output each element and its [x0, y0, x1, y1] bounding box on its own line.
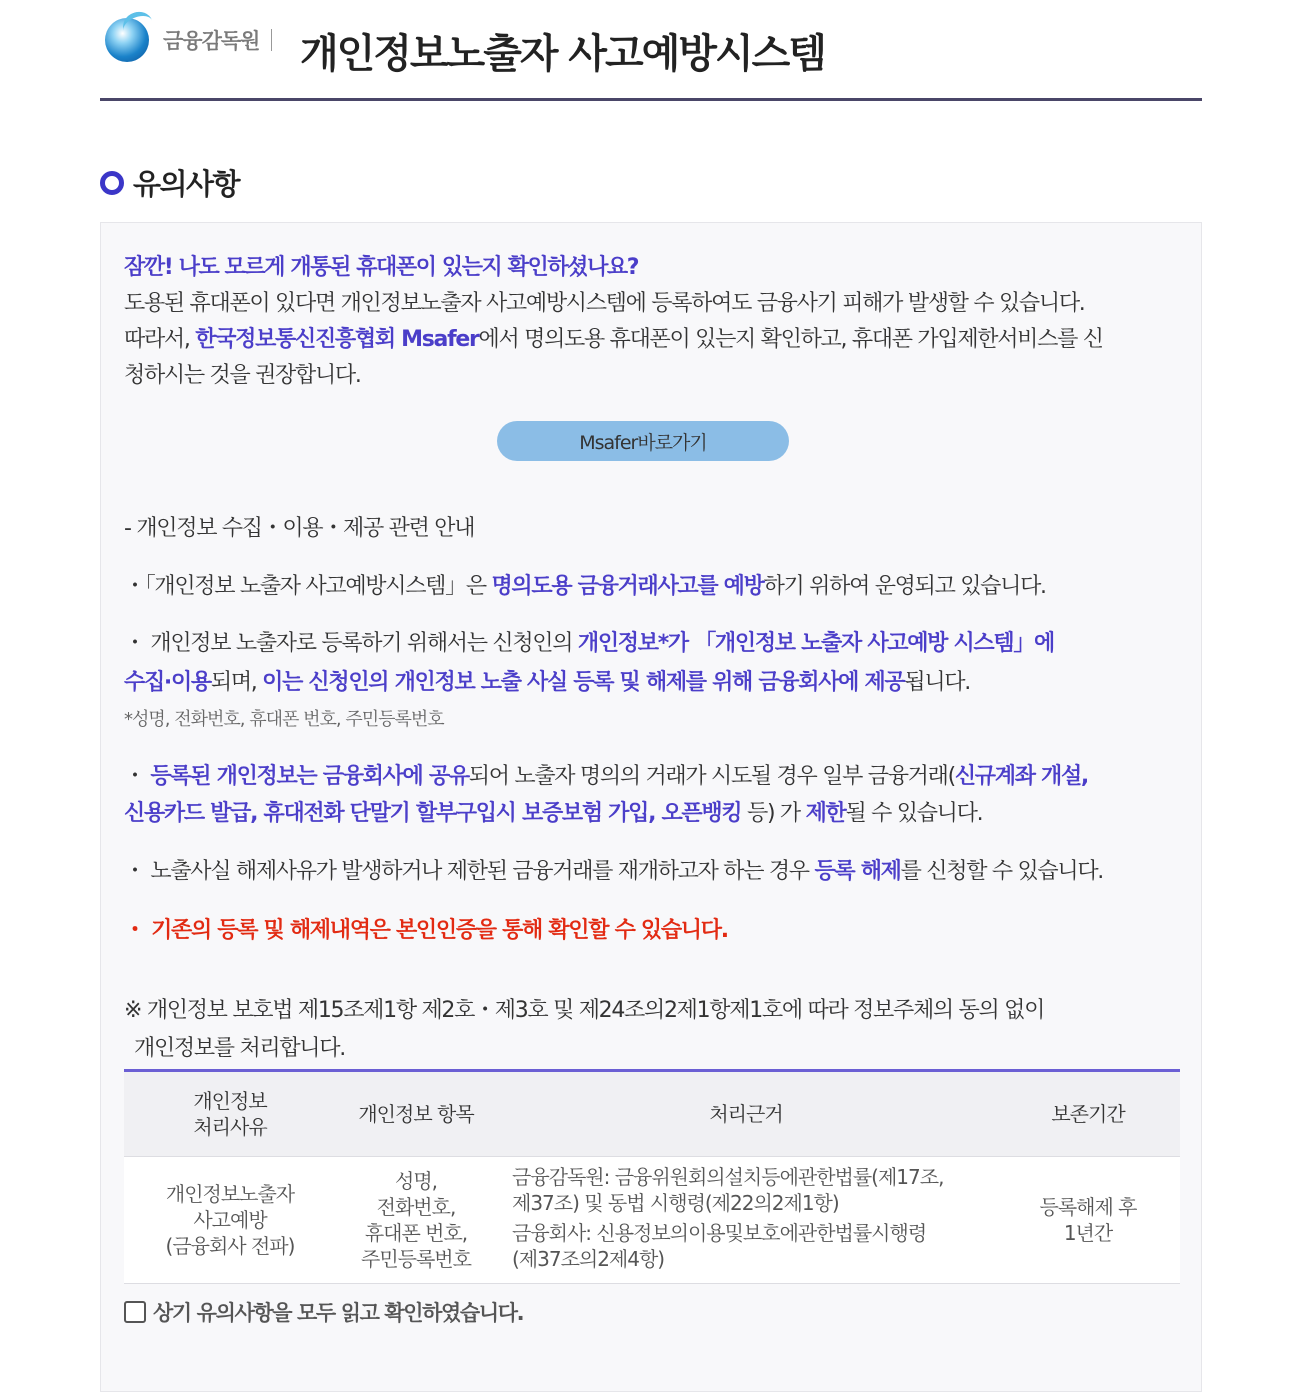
guide-item-4-highlight: 등록 해제 — [814, 859, 901, 884]
guide-item-3-highlight-1: 등록된 개인정보는 금융회사에 공유 — [150, 764, 469, 789]
intro-line-3: 청하시는 것을 권장합니다. — [124, 363, 361, 388]
guide-item-3-prefix: ・ — [124, 764, 151, 789]
guide-item-3-line-1 — [124, 759, 1088, 790]
guide-item-2-line-2 — [124, 665, 970, 696]
table-header-row — [124, 1072, 1180, 1157]
cell-items-line-1: 성명, — [395, 1169, 437, 1193]
guide-item-3-mid: 되어 노출자 명의의 거래가 시도될 경우 일부 금융거래( — [468, 764, 955, 789]
cell-items-line-3: 휴대폰 번호, — [364, 1221, 468, 1245]
guide-item-5-text: 기존의 등록 및 해제내역은 본인인증을 통해 확인할 수 있습니다. — [151, 918, 728, 943]
intro-line-2 — [124, 322, 1103, 353]
notice-panel — [100, 222, 1202, 1392]
cell-reason-line-2: 사고예방 — [193, 1208, 267, 1232]
org-name: 금융감독원 — [163, 29, 260, 53]
cell-reason-line-3: (금융회사 전파) — [165, 1234, 295, 1258]
section-title: 유의사항 — [133, 167, 240, 201]
guide-item-3-mid-2: 등) 가 — [741, 801, 806, 826]
guide-item-1 — [124, 569, 1046, 600]
header-reason-line-2: 처리사유 — [193, 1115, 267, 1139]
cell-retention-line-1: 등록해제 후 — [1039, 1195, 1137, 1219]
guide-item-2-suffix: 됩니다. — [904, 670, 970, 695]
msafer-link-button[interactable]: Msafer바로가기 — [497, 421, 789, 461]
intro-line-2-prefix: 따라서, — [124, 327, 196, 352]
basis-fss — [512, 1164, 996, 1216]
section-heading — [100, 162, 239, 203]
msafer-highlight: 한국정보통신진흥협회 Msafer — [195, 327, 479, 352]
page-title: 개인정보노출자 사고예방시스템 — [300, 31, 825, 77]
agreement-checkbox[interactable] — [124, 1301, 146, 1323]
guide-item-2-prefix: ・ 개인정보 노출자로 등록하기 위해서는 신청인의 — [124, 631, 578, 656]
divider — [271, 29, 272, 51]
table-row — [124, 1157, 1180, 1284]
guide-item-4-suffix: 를 신청할 수 있습니다. — [900, 859, 1103, 884]
intro-line-2-suffix: 에서 명의도용 휴대폰이 있는지 확인하고, 휴대폰 가입제한서비스를 신 — [478, 327, 1103, 352]
cell-reason-line-1: 개인정보노출자 — [165, 1182, 295, 1206]
fss-logo[interactable] — [105, 18, 284, 62]
legal-notice-line-2: 개인정보를 처리합니다. — [134, 1036, 345, 1061]
guide-item-3-highlight-2: 신규계좌 개설, — [954, 764, 1088, 789]
guide-item-2-highlight-1: 개인정보*가 「개인정보 노출자 사고예방 시스템」에 — [577, 631, 1054, 656]
cell-reason — [124, 1181, 336, 1259]
cell-items — [336, 1168, 496, 1272]
cell-retention — [996, 1194, 1180, 1246]
cell-retention-line-2: 1년간 — [1063, 1221, 1113, 1245]
header-basis: 처리근거 — [709, 1102, 783, 1126]
guide-item-2-note: *성명, 전화번호, 휴대폰 번호, 주민등록번호 — [124, 709, 444, 730]
header-retention: 보존기간 — [1051, 1102, 1125, 1126]
guide-item-3-highlight-4: 제한 — [805, 801, 846, 826]
guide-item-4 — [124, 854, 1103, 885]
guide-item-3-line-2 — [124, 796, 982, 827]
intro-line-1: 도용된 휴대폰이 있다면 개인정보노출자 사고예방시스템에 등록하여도 금융사기 피해가 발생할 수 있습니다. — [124, 291, 1085, 316]
cell-items-line-2: 전화번호, — [376, 1195, 456, 1219]
guide-item-2-highlight-2: 수집·이용 — [124, 670, 211, 695]
header-reason — [124, 1088, 336, 1140]
guide-item-2-line-1 — [124, 626, 1054, 657]
cell-basis — [496, 1164, 996, 1276]
basis-fc-line-2: (제37조의2제4항) — [512, 1247, 665, 1271]
header-items: 개인정보 항목 — [358, 1102, 474, 1126]
circle-bullet-icon — [100, 171, 124, 195]
guide-item-3-suffix: 될 수 있습니다. — [845, 801, 983, 826]
guide-item-1-suffix: 하기 위하여 운영되고 있습니다. — [763, 574, 1046, 599]
guide-item-2-highlight-3: 이는 신청인의 개인정보 노출 사실 등록 및 해제를 위해 금융회사에 제공 — [262, 670, 905, 695]
guide-item-5 — [124, 913, 728, 944]
basis-fc-line-1: 금융회사: 신용정보의이용및보호에관한법률시행령 — [512, 1221, 927, 1245]
fss-emblem-icon — [105, 18, 149, 62]
guide-item-1-highlight: 명의도용 금융거래사고를 예방 — [491, 574, 764, 599]
legal-notice-line-1: ※ 개인정보 보호법 제15조제1항 제2호・제3호 및 제24조의2제1항제1호에 따라 정보주체의 동의 없이 — [124, 998, 1045, 1023]
guide-item-2-mid: 되며, — [210, 670, 263, 695]
guide-item-3-highlight-3: 신용카드 발급, 휴대전화 단말기 할부구입시 보증보험 가입, 오픈뱅킹 — [124, 801, 742, 826]
guide-item-5-bullet: ・ — [124, 918, 152, 943]
guide-item-4-prefix: ・ 노출사실 해제사유가 발생하거나 제한된 금융거래를 재개하고자 하는 경우 — [124, 859, 815, 884]
basis-financial-company — [512, 1220, 996, 1272]
guide-heading: - 개인정보 수집・이용・제공 관련 안내 — [124, 516, 475, 541]
privacy-processing-table — [124, 1069, 1180, 1284]
cell-items-line-4: 주민등록번호 — [361, 1247, 471, 1271]
basis-fss-line-2: 제37조) 및 동법 시행령(제22의2제1항) — [512, 1191, 839, 1215]
intro-question: 잠깐! 나도 모르게 개통된 휴대폰이 있는지 확인하셨나요? — [124, 255, 639, 280]
site-header — [100, 0, 1202, 101]
agreement-checkbox-row[interactable] — [124, 1297, 523, 1327]
basis-fss-line-1: 금융감독원: 금융위원회의설치등에관한법률(제17조, — [512, 1165, 944, 1189]
guide-item-1-prefix: ・「개인정보 노출자 사고예방시스템」은 — [124, 574, 492, 599]
header-reason-line-1: 개인정보 — [193, 1089, 267, 1113]
agreement-label[interactable]: 상기 유의사항을 모두 읽고 확인하였습니다. — [153, 1301, 524, 1325]
